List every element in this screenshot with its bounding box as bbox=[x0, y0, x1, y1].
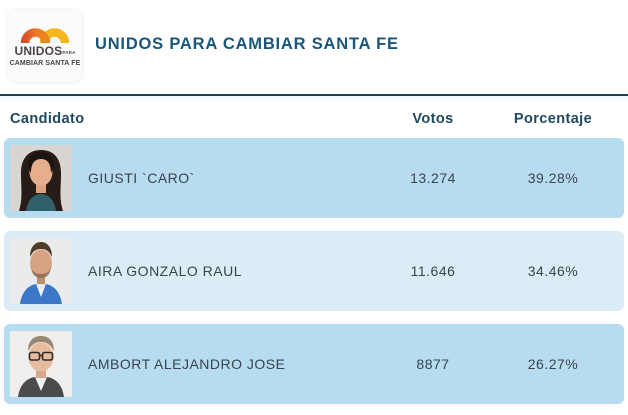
column-header-porcentaje: Porcentaje bbox=[513, 111, 593, 127]
candidate-percentage: 39.28% bbox=[527, 170, 579, 186]
candidate-percentage: 34.46% bbox=[527, 263, 579, 279]
table-header bbox=[4, 104, 624, 134]
candidate-row bbox=[4, 324, 624, 404]
column-header-votos: Votos bbox=[412, 111, 454, 127]
candidate-photo bbox=[10, 145, 72, 211]
candidate-photo-man-beard bbox=[10, 238, 72, 304]
candidate-photo bbox=[10, 238, 72, 304]
logo-word-para: PARA bbox=[62, 50, 76, 55]
candidate-row bbox=[4, 138, 624, 218]
logo-wordmark-line2: CAMBIAR SANTA FE bbox=[9, 60, 81, 67]
candidate-name: GIUSTI `CARO` bbox=[88, 170, 195, 186]
candidate-votes: 13.274 bbox=[410, 170, 456, 186]
header-divider-glow bbox=[0, 96, 628, 102]
candidate-photo-man-glasses bbox=[10, 331, 72, 397]
candidate-photo bbox=[10, 331, 72, 397]
logo-word-unidos: UNIDOS bbox=[14, 44, 63, 58]
candidate-votes: 11.646 bbox=[410, 263, 456, 279]
page-title: UNIDOS PARA CAMBIAR SANTA FE bbox=[95, 35, 399, 53]
candidate-votes: 8877 bbox=[416, 356, 450, 372]
candidate-name: AIRA GONZALO RAUL bbox=[88, 263, 242, 279]
candidate-name: AMBORT ALEJANDRO JOSE bbox=[88, 356, 286, 372]
candidate-percentage: 26.27% bbox=[527, 356, 579, 372]
page-header bbox=[0, 0, 628, 94]
party-arcs-icon bbox=[17, 18, 73, 44]
candidate-row bbox=[4, 231, 624, 311]
candidate-photo-woman bbox=[10, 145, 72, 211]
logo-wordmark-line1 bbox=[8, 45, 82, 59]
candidate-list bbox=[0, 138, 628, 415]
column-header-candidato: Candidato bbox=[10, 111, 85, 127]
party-logo bbox=[8, 10, 82, 82]
